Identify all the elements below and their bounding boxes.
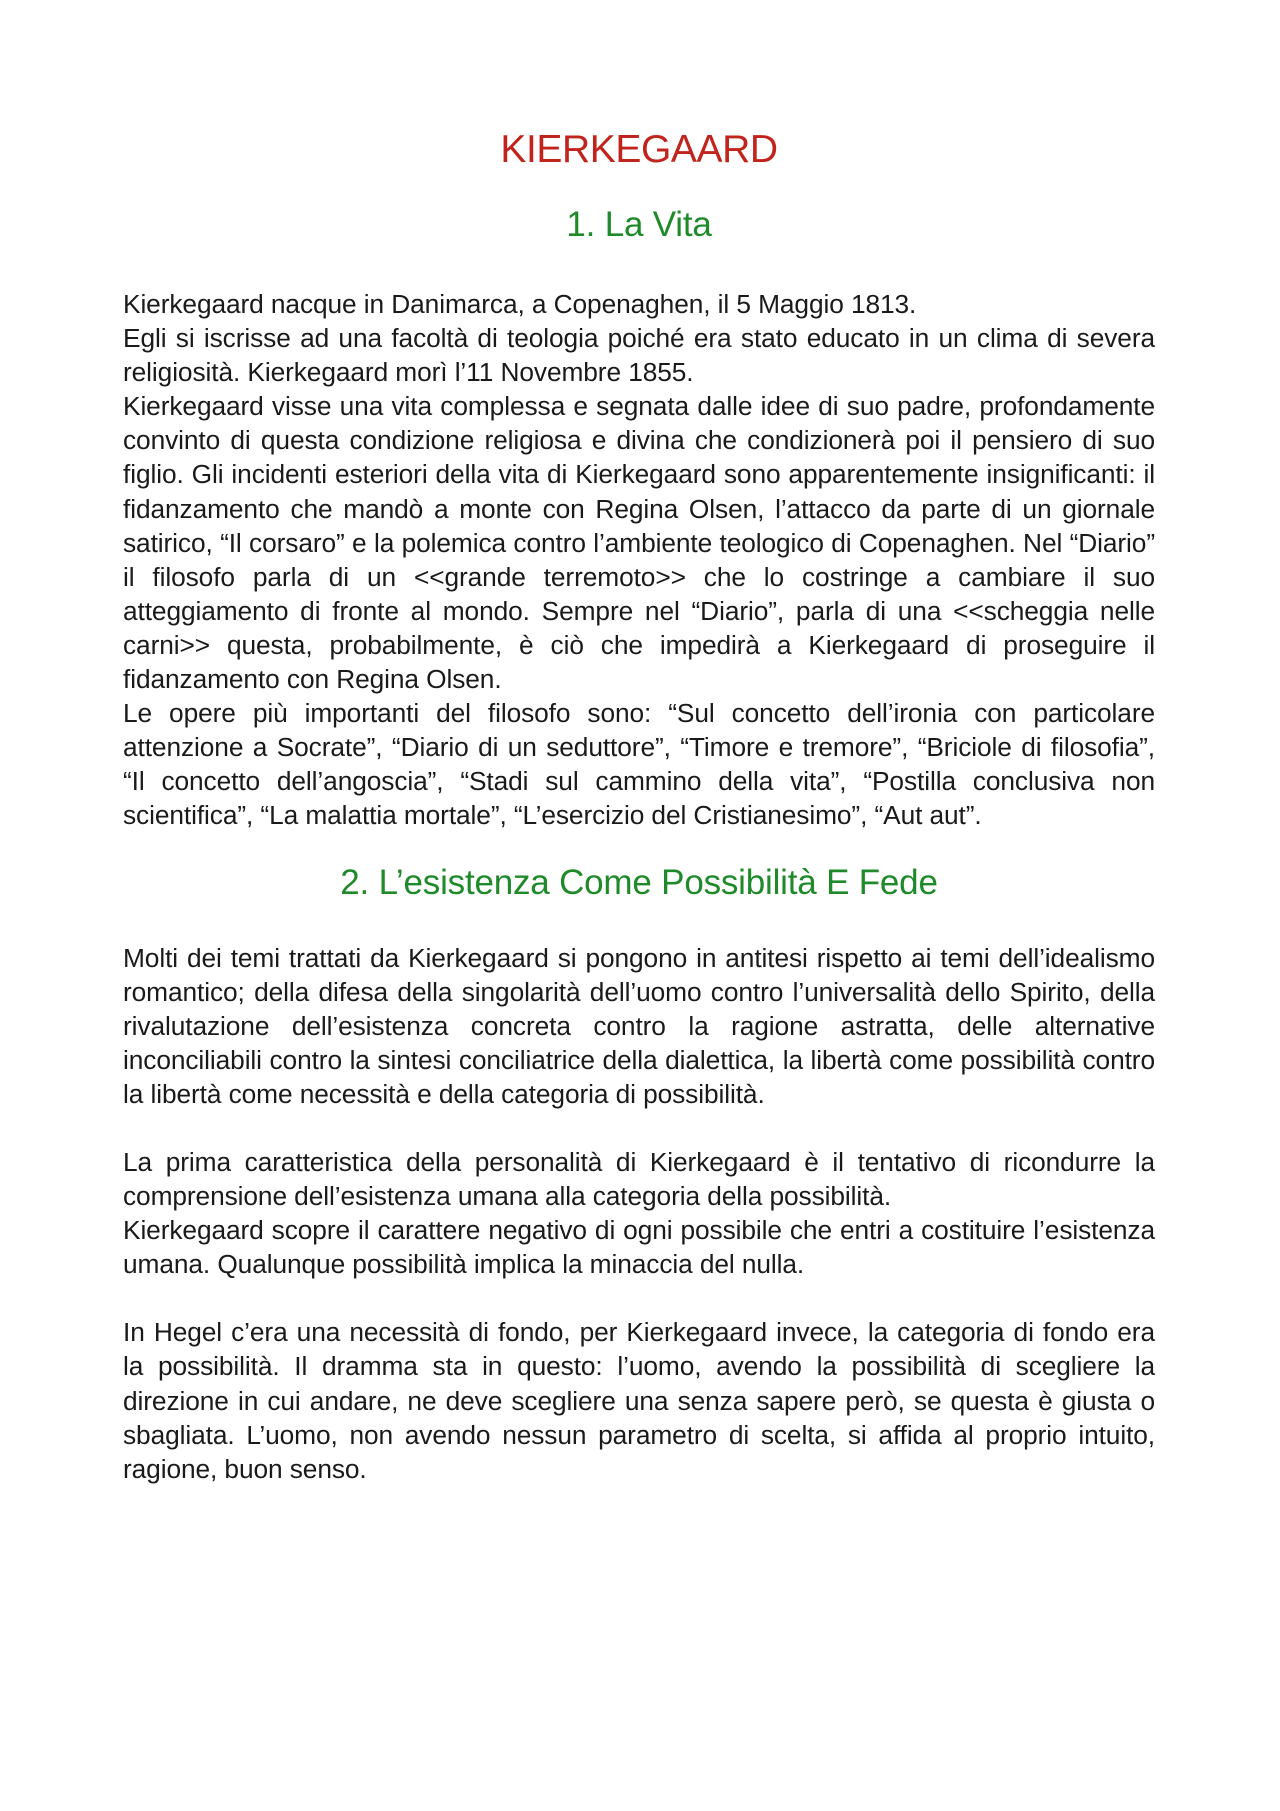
section-heading-esistenza: 2. L’esistenza Come Possibilità E Fede — [340, 862, 938, 902]
paragraph: Le opere più importanti del filosofo sono: “Sul concetto dell’ironia con particolare attenzione a Socrate”, “Diario di un seduttore”, “Timore e tremore”, “Briciole di filosofia”, “Il concetto dell’angoscia”, “Stadi sul cammino della vita”, “Postilla conclusiva non scientifica”, “La malattia mortale”, “L’esercizio del Cristianesimo”, “Aut aut”. — [123, 698, 1155, 831]
paragraph: Kierkegaard nacque in Danimarca, a Copenaghen, il 5 Maggio 1813. — [123, 289, 917, 319]
document-title: KIERKEGAARD — [500, 128, 778, 171]
paragraph: Egli si iscrisse ad una facoltà di teologia poiché era stato educato in un clima di severa religiosità. Kierkegaard morì l’11 Novembre 1855. — [123, 323, 1155, 388]
paragraph: Molti dei temi trattati da Kierkegaard si pongono in antitesi rispetto ai temi dell’idealismo romantico; della difesa della singolarità dell’uomo contro l’universalità dello Spirito, della rivalutazione dell’esistenza concreta contro la ragione astratta, delle alternative inconciliabili contro la sintesi conciliatrice della dialettica, la libertà come possibilità contro la libertà come necessità e della categoria di possibilità. — [123, 942, 1155, 1109]
paragraph: La prima caratteristica della personalità di Kierkegaard è il tentativo di ricondurre la comprensione dell’esistenza umana alla categoria della possibilità. — [123, 1146, 1155, 1212]
paragraph: Kierkegaard visse una vita complessa e segnata dalle idee di suo padre, profondamente convinto di questa condizione religiosa e divina che condizionerà poi il pensiero di suo figlio. Gli incidenti esteriori della vita di Kierkegaard sono apparentemente insignificanti: il fidanzamento che mandò a monte con Regina Olsen, l’attacco da parte di un giornale satirico, “Il corsaro” e la polemica contro l’ambiente teologico di Copenaghen. Nel “Diario” il filosofo parla di un <<grande terremoto>> che lo costringe a cambiare il suo atteggiamento di fronte al mondo. Sempre nel “Diario”, parla di una <<scheggia nelle carni>> questa, probabilmente, è ciò che impedirà a Kierkegaard di proseguire il fidanzamento con Regina Olsen. — [123, 391, 1155, 695]
section-heading-la-vita: 1. La Vita — [566, 205, 712, 244]
paragraph: Kierkegaard scopre il carattere negativo di ogni possibile che entri a costituire l’esistenza umana. Qualunque possibilità implica la minaccia del nulla. — [123, 1215, 1155, 1280]
paragraph: In Hegel c’era una necessità di fondo, per Kierkegaard invece, la categoria di fondo era la possibilità. Il dramma sta in questo: l’uomo, avendo la possibilità di scegliere la direzione in cui andare, ne deve scegliere una senza sapere però, se questa è giusta o sbagliata. L’uomo, non avendo nessun parametro di scelta, si affida al proprio intuito, ragione, buon senso. — [123, 1317, 1155, 1484]
